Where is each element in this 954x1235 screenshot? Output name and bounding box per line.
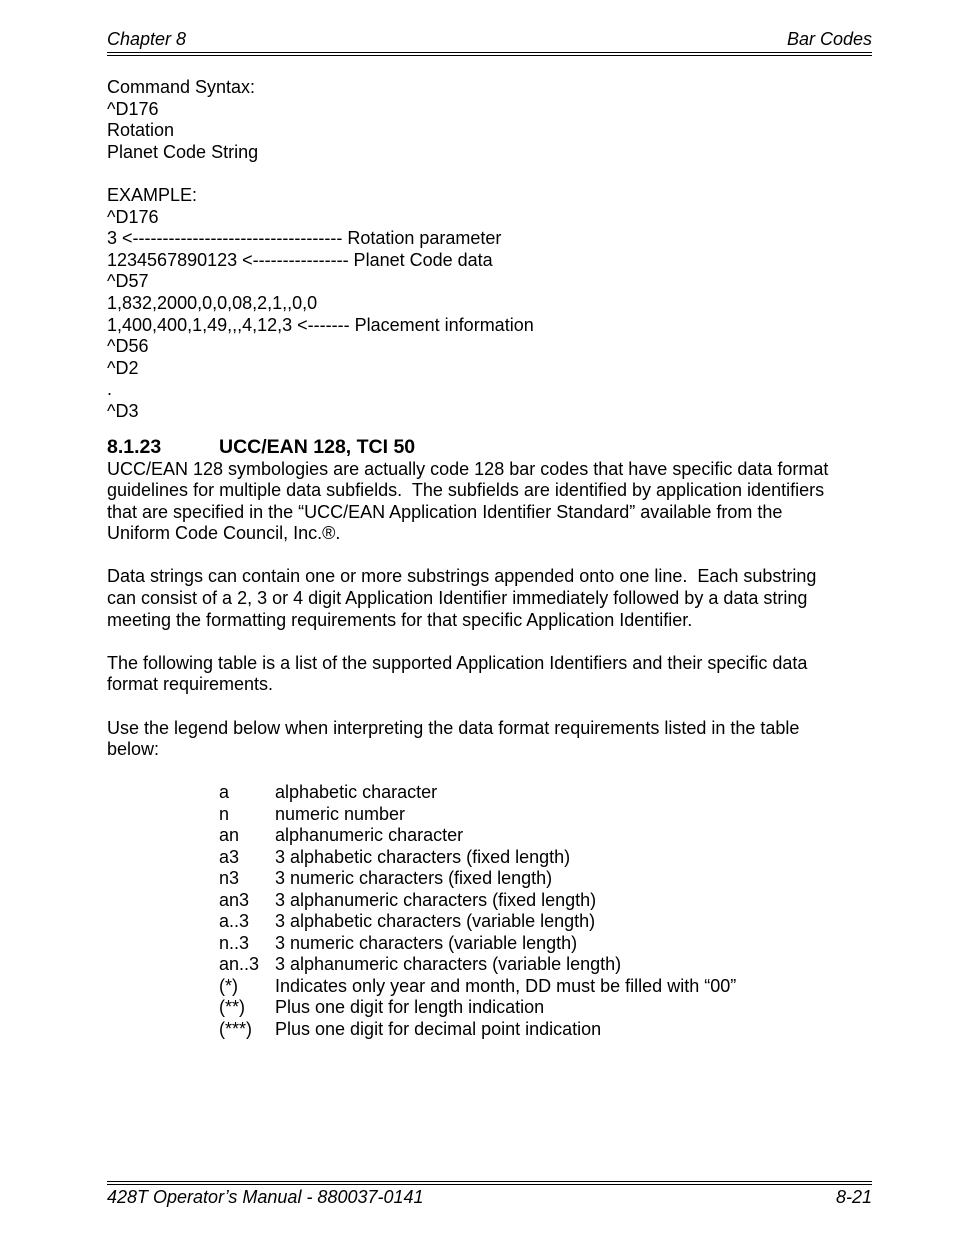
legend-description: 3 alphanumeric characters (variable length) — [275, 954, 622, 975]
section-label: Bar Codes — [786, 29, 872, 49]
paragraph-line: that are specified in the “UCC/EAN Application Identifier Standard” available from the — [107, 501, 783, 522]
syntax-line: Command Syntax: — [107, 77, 256, 97]
legend-row — [219, 804, 872, 826]
example-line: ^D3 — [107, 400, 139, 421]
command-syntax-block — [107, 77, 872, 163]
paragraph-line: The following table is a list of the supported Application Identifiers and their specific data — [107, 652, 808, 673]
example-line: 1,832,2000,0,0,08,2,1,,0,0 — [107, 292, 318, 313]
legend-code: n3 — [219, 868, 240, 889]
section-title: UCC/EAN 128, TCI 50 — [219, 435, 416, 458]
page-content — [107, 77, 872, 1040]
syntax-line: Planet Code String — [107, 141, 259, 162]
legend-row — [219, 825, 872, 847]
legend-description: alphabetic character — [275, 782, 438, 803]
paragraph-line: Data strings can contain one or more substrings appended onto one line. Each substring — [107, 566, 817, 587]
legend-code: an3 — [219, 889, 250, 910]
paragraph-line: UCC/EAN 128 symbologies are actually code 128 bar codes that have specific data format — [107, 458, 829, 479]
page-header — [107, 28, 872, 53]
example-line: 3 <----------------------------------- Rotation parameter — [107, 228, 502, 249]
legend-row — [219, 954, 872, 976]
section-number: 8.1.23 — [107, 435, 162, 458]
legend-row — [219, 1019, 872, 1041]
paragraph — [107, 718, 872, 761]
legend-row — [219, 868, 872, 890]
example-line: ^D2 — [107, 357, 139, 378]
legend-code: (**) — [219, 997, 245, 1018]
example-line: ^D56 — [107, 336, 149, 357]
paragraph-line: below: — [107, 739, 160, 760]
legend-description: 3 numeric characters (variable length) — [275, 932, 578, 953]
legend-description: 3 alphanumeric characters (fixed length) — [275, 889, 597, 910]
legend-code: (*) — [219, 975, 238, 996]
paragraph-line: Use the legend below when interpreting the data format requirements listed in the table — [107, 717, 800, 738]
legend-row — [219, 782, 872, 804]
paragraph-line: guidelines for multiple data subfields. The subfields are identified by application identifiers — [107, 480, 825, 501]
example-line: 1234567890123 <---------------- Planet Code data — [107, 249, 493, 270]
paragraph — [107, 459, 872, 545]
legend-code: a..3 — [219, 911, 250, 932]
section-heading — [107, 436, 872, 459]
legend-row — [219, 933, 872, 955]
legend-row — [219, 976, 872, 998]
legend-code: (***) — [219, 1018, 253, 1039]
legend-code: a — [219, 782, 230, 803]
legend-list — [219, 782, 872, 1040]
legend-row — [219, 911, 872, 933]
legend-description: 3 alphabetic characters (fixed length) — [275, 846, 571, 867]
legend-description: 3 alphabetic characters (variable length) — [275, 911, 596, 932]
legend-row — [219, 847, 872, 869]
manual-title: 428T Operator’s Manual - 880037-0141 — [107, 1187, 424, 1207]
paragraph — [107, 566, 872, 631]
legend-code: an..3 — [219, 954, 260, 975]
legend-row — [219, 997, 872, 1019]
example-line: . — [107, 379, 113, 400]
syntax-line: ^D176 — [107, 98, 159, 119]
example-line: ^D176 — [107, 206, 159, 227]
paragraph — [107, 653, 872, 696]
legend-description: Plus one digit for decimal point indication — [275, 1018, 602, 1039]
paragraph-line: Uniform Code Council, Inc.®. — [107, 523, 341, 544]
paragraph-line: can consist of a 2, 3 or 4 digit Application Identifier immediately followed by a data string — [107, 588, 808, 609]
legend-description: alphanumeric character — [275, 825, 464, 846]
example-block — [107, 185, 872, 423]
legend-description: numeric number — [275, 803, 406, 824]
chapter-label: Chapter 8 — [107, 29, 187, 49]
legend-code: n — [219, 803, 230, 824]
page-number: 8-21 — [835, 1187, 872, 1207]
paragraph-line: format requirements. — [107, 674, 274, 695]
legend-code: an — [219, 825, 240, 846]
example-line: ^D57 — [107, 271, 149, 292]
example-line: 1,400,400,1,49,,,4,12,3 <------- Placement information — [107, 314, 534, 335]
syntax-line: Rotation — [107, 120, 175, 141]
legend-description: Indicates only year and month, DD must be filled with “00” — [275, 975, 737, 996]
legend-row — [219, 890, 872, 912]
legend-code: a3 — [219, 846, 240, 867]
paragraph-line: meeting the formatting requirements for that specific Application Identifier. — [107, 609, 693, 630]
legend-description: Plus one digit for length indication — [275, 997, 545, 1018]
page-footer — [107, 1181, 872, 1208]
legend-description: 3 numeric characters (fixed length) — [275, 868, 553, 889]
legend-code: n..3 — [219, 932, 250, 953]
example-line: EXAMPLE: — [107, 184, 198, 205]
